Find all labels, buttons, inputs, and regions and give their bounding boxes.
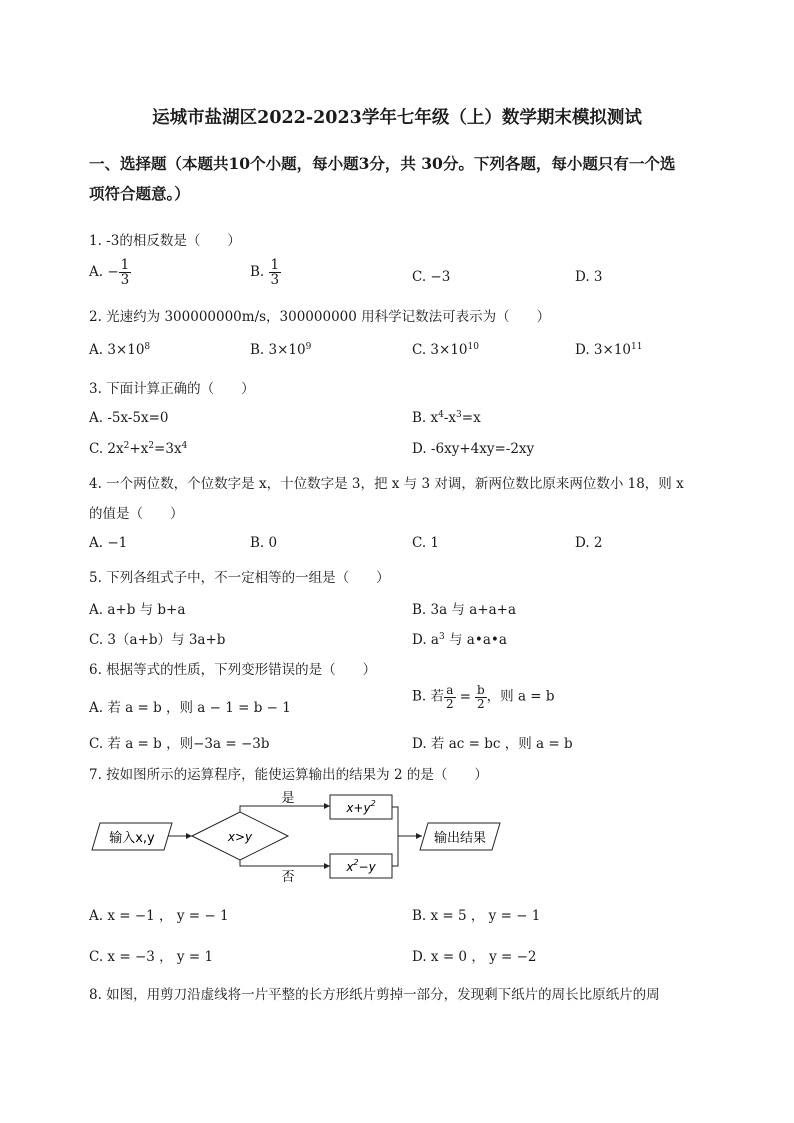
q3-c-exp1: 2 xyxy=(123,441,130,451)
q5-stem: 5. 下列各组式子中，不一定相等的一组是（ ） xyxy=(89,570,390,586)
q1-b-fraction xyxy=(269,258,282,287)
flow-box-top-base: x+y xyxy=(346,801,371,815)
flow-arrowhead-output xyxy=(416,833,422,839)
q5-d-part2: 与 a•a•a xyxy=(444,632,507,648)
q6-b-fraction1 xyxy=(444,684,456,710)
q3-b-exp1: 4 xyxy=(438,410,444,420)
flow-arrowhead-yes xyxy=(324,803,330,809)
q2-b-base: B. 3×10 xyxy=(250,342,306,358)
q5-d-part1: D. a xyxy=(412,632,439,648)
q6-stem: 6. 根据等式的性质，下列变形错误的是（ ） xyxy=(89,662,377,678)
q7-flowchart xyxy=(80,790,510,890)
q3-c-part2: +x xyxy=(129,441,149,457)
flow-yes-label: 是 xyxy=(281,791,295,806)
q6-b-equals: = xyxy=(459,688,471,705)
q6-option-a: A. 若 a = b ，则 a − 1 = b − 1 xyxy=(89,700,291,716)
q2-option-c xyxy=(412,342,479,358)
q6-b-part2: ，则 a = b xyxy=(486,688,555,705)
flow-decision-label: x>y xyxy=(227,830,253,844)
q2-stem: 2. 光速约为 300000000m/s，300000000 用科学记数法可表示为（ ） xyxy=(89,309,551,325)
q6-b-num2: b xyxy=(476,683,485,697)
q2-d-exp: 11 xyxy=(631,342,643,352)
q3-option-a: A. -5x-5x=0 xyxy=(89,410,169,426)
q3-b-part2: -x xyxy=(443,410,457,426)
q4-option-a: A. −1 xyxy=(89,535,128,551)
flow-output-label: 输出结果 xyxy=(433,831,487,846)
q5-option-a: A. a+b 与 b+a xyxy=(89,602,186,618)
q2-c-exp: 10 xyxy=(467,342,479,352)
q1-a-fraction xyxy=(119,258,132,287)
q7-option-d: D. x = 0 ， y = −2 xyxy=(412,949,537,965)
q5-option-d xyxy=(412,628,507,648)
page-title: 运城市盐湖区2022-2023学年七年级（上）数学期末模拟测试 xyxy=(152,108,642,128)
q6-b-den2: 2 xyxy=(476,696,485,711)
q7-option-b: B. x = 5 ， y = − 1 xyxy=(412,908,541,924)
q2-a-exp: 8 xyxy=(144,342,151,352)
q4-option-c: C. 1 xyxy=(412,535,440,551)
flow-merge-bottom xyxy=(392,836,398,866)
q7-stem: 7. 按如图所示的运算程序，能使运算输出的结果为 2 的是（ ） xyxy=(89,767,488,783)
flow-box-top-expr xyxy=(345,799,375,815)
q3-option-d: D. -6xy+4xy=-2xy xyxy=(412,441,535,457)
q5-option-c: C. 3（a+b）与 3a+b xyxy=(89,632,226,648)
q4-stem-line1: 4. 一个两位数，个位数字是 x，十位数字是 3，把 x 与 3 对调，新两位数比原来两位数小 18，则 x xyxy=(89,476,684,492)
q3-stem: 3. 下面计算正确的（ ） xyxy=(89,381,255,397)
q6-option-c: C. 若 a = b ，则−3a = −3b xyxy=(89,736,270,752)
q3-option-c xyxy=(89,441,187,457)
flow-arrowhead-no xyxy=(324,863,330,869)
q3-b-part3: =x xyxy=(461,410,481,426)
q3-b-part1: B. x xyxy=(412,410,439,426)
q1-option-d: D. 3 xyxy=(575,269,603,285)
q5-d-exp: 3 xyxy=(438,632,445,642)
flow-box-bottom-exp: 2 xyxy=(353,858,359,867)
q3-option-b xyxy=(412,410,481,426)
q1-b-num: 1 xyxy=(270,257,280,273)
flow-input-label: 输入x,y xyxy=(109,831,155,846)
q1-option-c: C. −3 xyxy=(412,269,451,285)
q5-option-b: B. 3a 与 a+a+a xyxy=(412,602,516,618)
flow-no-label: 否 xyxy=(281,870,295,885)
q3-b-exp2: 3 xyxy=(456,410,462,420)
q6-option-d: D. 若 ac = bc ，则 a = b xyxy=(412,736,573,752)
q3-c-exp2: 2 xyxy=(148,441,155,451)
flow-box-bottom-base: x xyxy=(346,860,354,874)
q4-option-d: D. 2 xyxy=(575,535,603,551)
q2-option-a xyxy=(89,342,150,358)
q1-option-a xyxy=(89,258,131,287)
flow-yes-line xyxy=(240,806,330,812)
q8-stem: 8. 如图，用剪刀沿虚线将一片平整的长方形纸片剪掉一部分，发现剩下纸片的周长比原纸片的周 xyxy=(89,987,660,1003)
flow-merge-top xyxy=(392,807,398,836)
flow-box-bottom-expr xyxy=(345,858,376,874)
q1-a-num: 1 xyxy=(120,257,130,273)
q3-c-part1: C. 2x xyxy=(89,441,124,457)
q1-a-sign: − xyxy=(107,264,119,281)
q4-stem-line2: 的值是（ ） xyxy=(89,506,184,522)
q7-option-c: C. x = −3 ， y = 1 xyxy=(89,949,214,965)
q1-b-label: B. xyxy=(250,264,265,281)
q6-b-num1: a xyxy=(444,684,456,698)
q1-a-den: 3 xyxy=(120,272,130,289)
q2-d-base: D. 3×10 xyxy=(575,342,632,358)
q1-option-b xyxy=(250,258,281,287)
q6-option-b xyxy=(412,684,555,710)
q1-a-label: A. xyxy=(89,264,104,281)
q2-a-base: A. 3×10 xyxy=(89,342,145,358)
q4-option-b: B. 0 xyxy=(250,535,278,551)
q6-b-part1: B. 若 xyxy=(412,688,445,705)
section-heading-line2: 项符合题意。） xyxy=(89,184,190,203)
flow-no-line xyxy=(240,860,330,866)
q3-c-exp3: 4 xyxy=(181,441,188,451)
flow-box-bottom-rest: −y xyxy=(358,860,376,874)
flow-box-top-exp: 2 xyxy=(370,799,376,808)
q3-c-part3: =3x xyxy=(154,441,182,457)
q7-option-a: A. x = −1 ， y = − 1 xyxy=(89,908,229,924)
q2-option-b xyxy=(250,342,311,358)
q6-b-den1: 2 xyxy=(446,696,454,711)
section-heading-line1: 一、选择题（本题共10个小题，每小题3分，共 30分。下列各题，每小题只有一个选 xyxy=(89,154,676,173)
q1-b-den: 3 xyxy=(270,272,280,289)
q2-b-exp: 9 xyxy=(305,342,312,352)
q2-option-d xyxy=(575,342,642,358)
q1-stem: 1. -3的相反数是（ ） xyxy=(89,233,241,249)
q2-c-base: C. 3×10 xyxy=(412,342,468,358)
q6-b-fraction2 xyxy=(475,684,487,710)
